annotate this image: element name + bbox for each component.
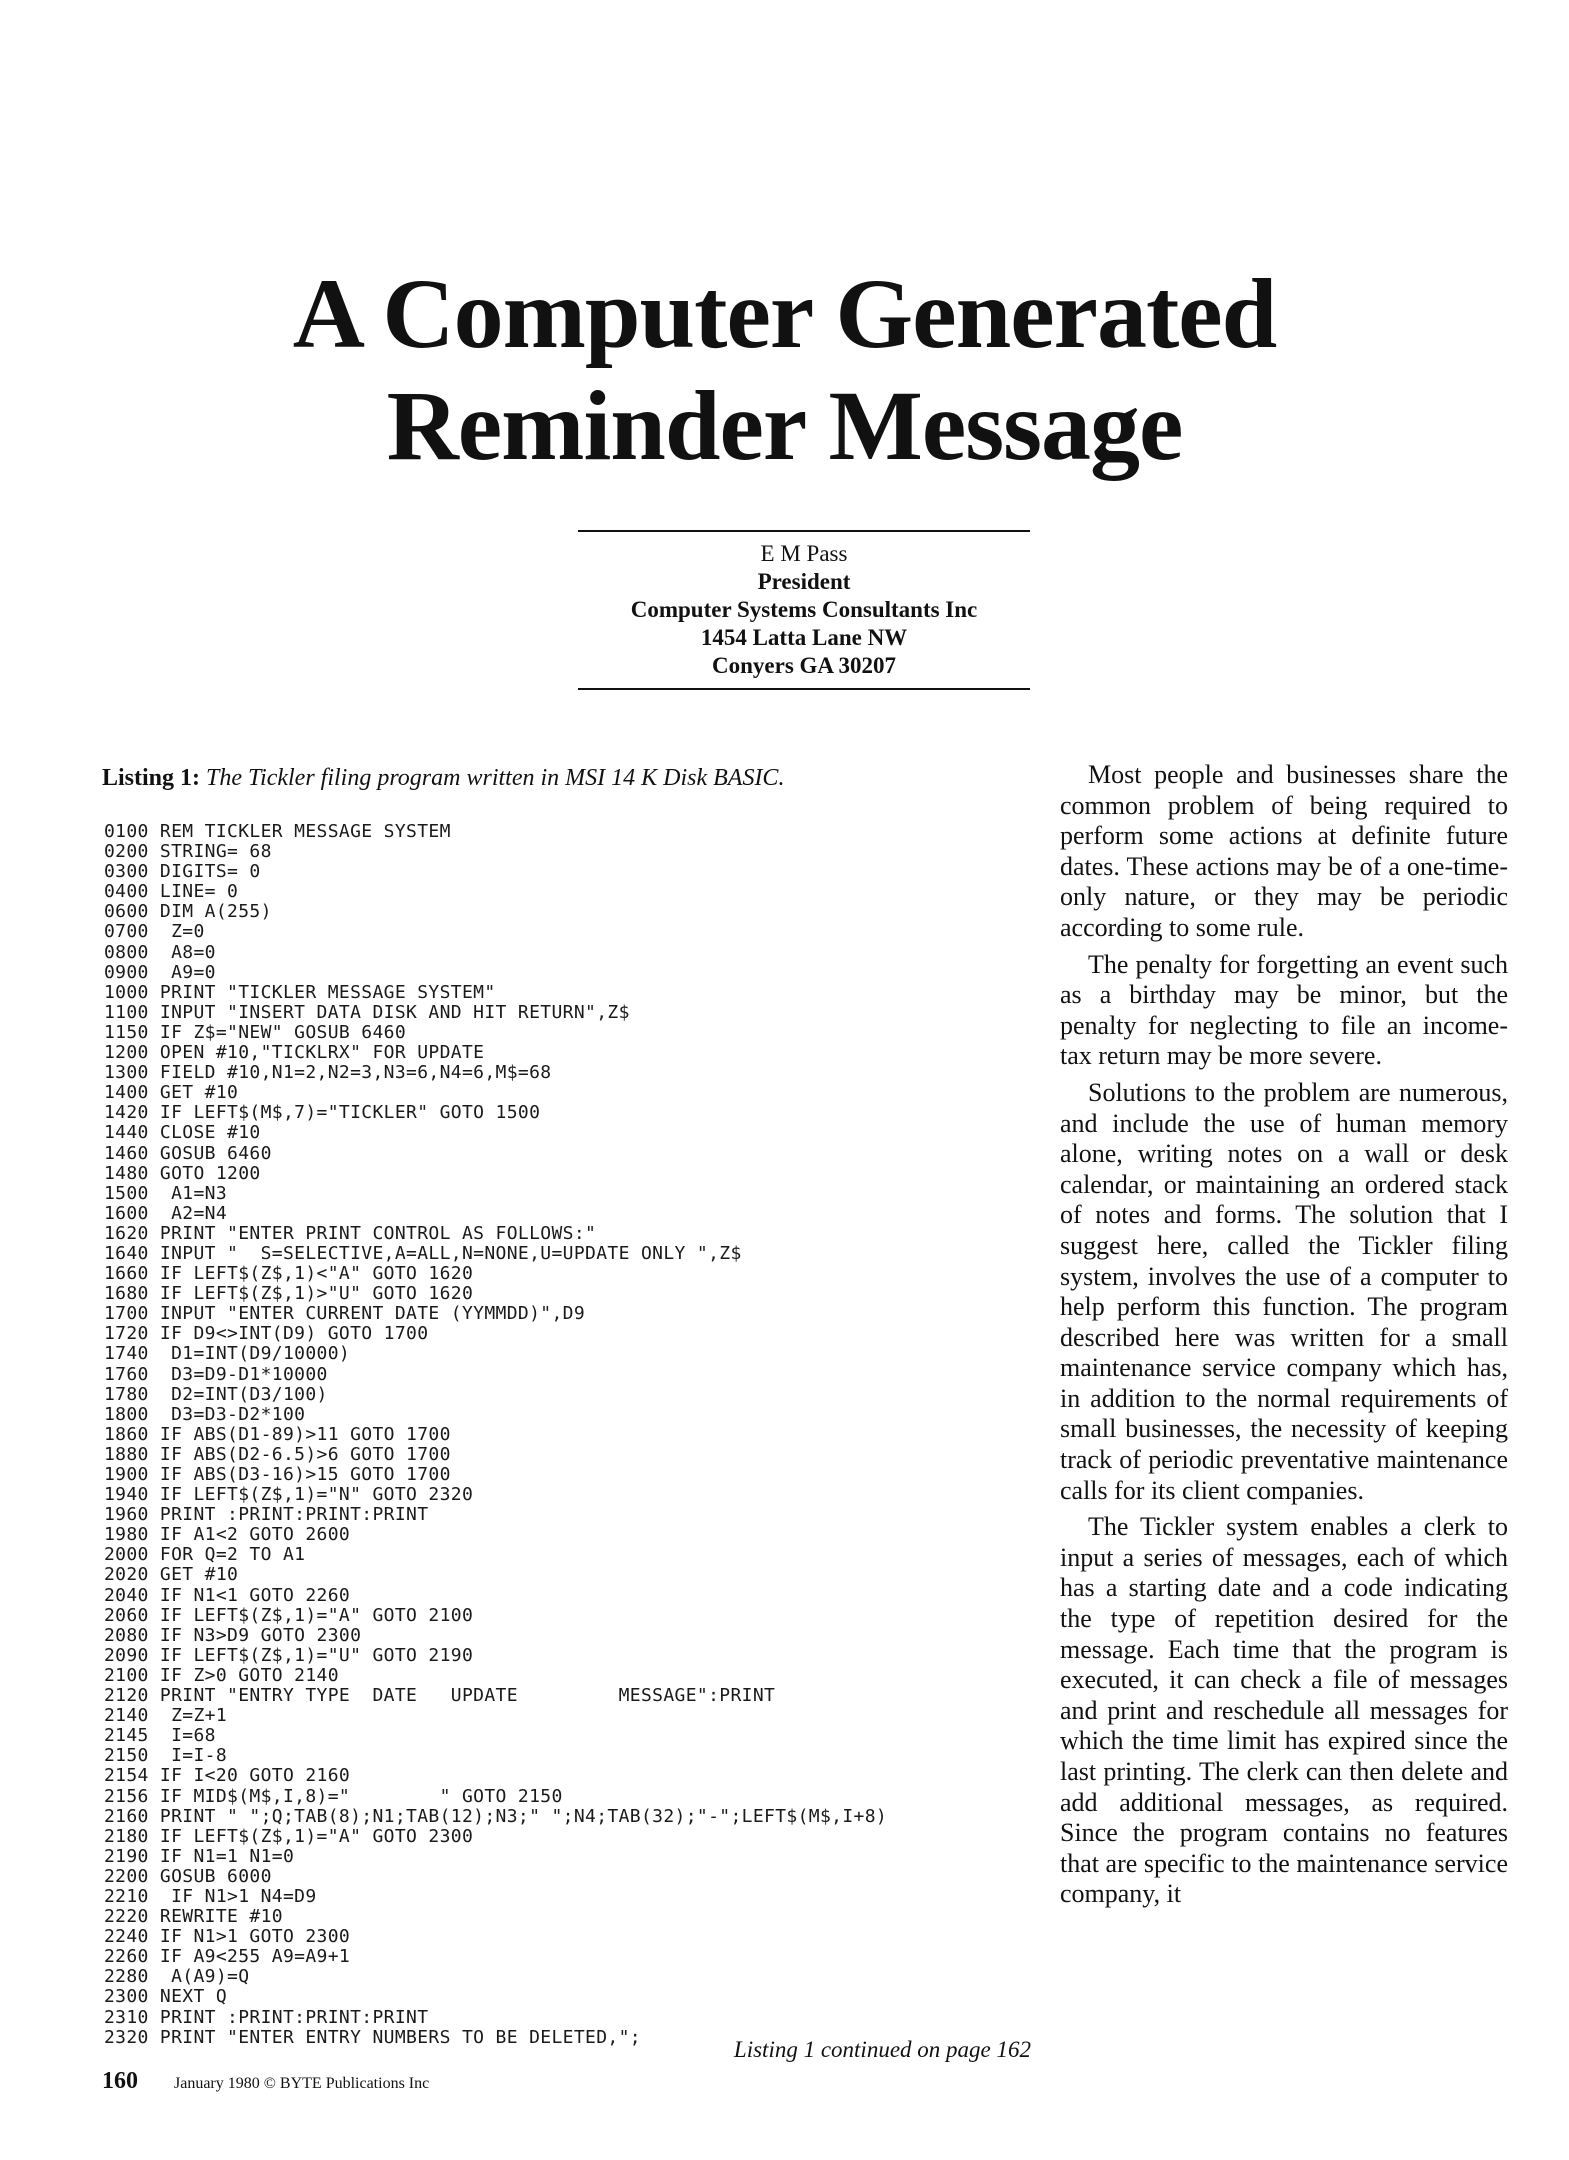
code-line: 2300 NEXT Q [104,1986,228,2008]
code-line: 2310 PRINT :PRINT:PRINT:PRINT [104,2006,429,2028]
code-line: 2320 PRINT "ENTER ENTRY NUMBERS TO BE DELETED,"; [104,2026,641,2048]
author-top-rule [578,530,1030,532]
article-title [0,258,1569,482]
author-city: Conyers GA 30207 [712,653,896,678]
code-line: 2280 A(A9)=Q [104,1966,250,1988]
code-line: 1620 PRINT "ENTER PRINT CONTROL AS FOLLOWS:" [104,1222,597,1244]
code-line: 2020 GET #10 [104,1564,239,1586]
title-line-2: Reminder Message [386,370,1183,481]
listing-label: Listing 1: [102,765,201,791]
listing-description: The Tickler filing program written in MSI 14 K Disk BASIC. [206,765,785,791]
code-line: 1760 D3=D9-D1*10000 [104,1363,328,1385]
code-line: 1860 IF ABS(D1-89)>11 GOTO 1700 [104,1423,451,1445]
code-line: 1400 GET #10 [104,1082,239,1104]
code-line: 2190 IF N1=1 N1=0 [104,1845,295,1867]
code-line: 2150 I=I-8 [104,1745,228,1767]
code-line: 1150 IF Z$="NEW" GOSUB 6460 [104,1021,407,1043]
code-line: 0100 REM TICKLER MESSAGE SYSTEM [104,821,451,842]
code-line: 2140 Z=Z+1 [104,1705,228,1727]
author-name: E M Pass [760,541,848,566]
code-line: 1960 PRINT :PRINT:PRINT:PRINT [104,1504,429,1526]
code-line: 1660 IF LEFT$(Z$,1)<"A" GOTO 1620 [104,1263,474,1285]
code-line: 2220 REWRITE #10 [104,1906,283,1928]
code-line: 1600 A2=N4 [104,1202,228,1224]
title-line-1: A Computer Generated [292,258,1277,369]
code-line: 2160 PRINT " ";Q;TAB(8);N1;TAB(12);N3;" ";N4;TAB(32);"-";LEFT$(M$,I+8) [104,1805,888,1827]
code-line: 2000 FOR Q=2 TO A1 [104,1544,306,1566]
code-line: 2145 I=68 [104,1725,216,1747]
body-paragraph: The Tickler system enables a clerk to input a series of messages, each of which has a starting date and a code indicating the type of repetition desired for the message. Each time that the program is executed, it can check a file of messages and print and reschedule all messages for which the time limit has expired since the last printing. The clerk can then delete and add additional messages, as required. Since the program contains no features that are specific to the maintenance service company, it [1060,1512,1508,1909]
code-line: 1680 IF LEFT$(Z$,1)>"U" GOTO 1620 [104,1283,474,1305]
code-line: 1300 FIELD #10,N1=2,N2=3,N3=6,N4=6,M$=68 [104,1062,552,1084]
author-street: 1454 Latta Lane NW [700,625,908,650]
code-line: 1720 IF D9<>INT(D9) GOTO 1700 [104,1323,429,1345]
code-line: 1780 D2=INT(D3/100) [104,1383,328,1405]
code-line: 0900 A9=0 [104,961,216,983]
code-line: 2260 IF A9<255 A9=A9+1 [104,1946,351,1968]
code-line: 1440 CLOSE #10 [104,1122,261,1144]
code-line: 1460 GOSUB 6460 [104,1142,272,1164]
code-line: 2240 IF N1>1 GOTO 2300 [104,1926,351,1948]
code-line: 2060 IF LEFT$(Z$,1)="A" GOTO 2100 [104,1604,474,1626]
body-paragraph: The penalty for forgetting an event such as a birthday may be minor, but the penalty for neglecting to file an income-tax return may be more severe. [1060,949,1508,1071]
page-footer [102,2068,429,2095]
author-company: Computer Systems Consultants Inc [630,597,978,622]
code-line: 0600 DIM A(255) [104,901,272,923]
code-line: 1740 D1=INT(D9/10000) [104,1343,351,1365]
publication-line: January 1980 © BYTE Publications Inc [174,2075,430,2092]
author-bottom-rule [578,688,1030,690]
code-line: 2154 IF I<20 GOTO 2160 [104,1765,351,1787]
code-line: 1480 GOTO 1200 [104,1162,261,1184]
code-line: 1000 PRINT "TICKLER MESSAGE SYSTEM" [104,981,496,1003]
listing-continued-note: Listing 1 continued on page 162 [733,2037,1031,2062]
code-line: 2090 IF LEFT$(Z$,1)="U" GOTO 2190 [104,1644,474,1666]
code-line: 1940 IF LEFT$(Z$,1)="N" GOTO 2320 [104,1484,474,1506]
code-line: 2040 IF N1<1 GOTO 2260 [104,1584,351,1606]
code-line: 1980 IF A1<2 GOTO 2600 [104,1524,351,1546]
author-position: President [757,569,851,594]
code-line: 1100 INPUT "INSERT DATA DISK AND HIT RETURN",Z$ [104,1001,630,1023]
code-line: 0700 Z=0 [104,921,205,943]
code-line: 0200 STRING= 68 [104,841,272,863]
code-line: 1700 INPUT "ENTER CURRENT DATE (YYMMDD)",D9 [104,1303,586,1325]
code-line: 0400 LINE= 0 [104,881,239,903]
code-line: 1200 OPEN #10,"TICKLRX" FOR UPDATE [104,1042,485,1064]
body-paragraph: Most people and businesses share the common problem of being required to perform some actions at definite future dates. These actions may be of a one-time-only nature, or they may be periodic according to some rule. [1060,760,1508,942]
body-paragraph: Solutions to the problem are numerous, and include the use of human memory alone, writing notes on a wall or desk calendar, or maintaining an ordered stack of notes and forms. The solution that I suggest here, called the Tickler filing system, involves the use of a computer to help perform this function. The program described here was written for a small maintenance service company which has, in addition to the normal requirements of small businesses, the necessity of keeping track of periodic preventative maintenance calls for its client companies. [1060,1077,1508,1505]
code-line: 0800 A8=0 [104,941,216,963]
code-line: 1880 IF ABS(D2-6.5)>6 GOTO 1700 [104,1443,451,1465]
code-line: 2156 IF MID$(M$,I,8)=" " GOTO 2150 [104,1785,563,1807]
code-line: 1420 IF LEFT$(M$,7)="TICKLER" GOTO 1500 [104,1102,541,1124]
code-line: 2180 IF LEFT$(Z$,1)="A" GOTO 2300 [104,1825,474,1847]
page-number: 160 [102,2068,138,2094]
code-line: 2080 IF N3>D9 GOTO 2300 [104,1624,362,1646]
listing-caption [102,764,784,792]
code-line: 1800 D3=D3-D2*100 [104,1403,306,1425]
code-line: 2200 GOSUB 6000 [104,1865,272,1887]
code-listing [104,821,1044,2048]
code-line: 2100 IF Z>0 GOTO 2140 [104,1664,339,1686]
code-line: 2210 IF N1>1 N4=D9 [104,1885,317,1907]
author-block [578,540,1030,680]
code-line: 1500 A1=N3 [104,1182,228,1204]
code-line: 1900 IF ABS(D3-16)>15 GOTO 1700 [104,1464,451,1485]
code-line: 1640 INPUT " S=SELECTIVE,A=ALL,N=NONE,U=UPDATE ONLY ",Z$ [104,1242,742,1264]
code-line: 2120 PRINT "ENTRY TYPE DATE UPDATE MESSAGE":PRINT [104,1685,776,1707]
code-line: 0300 DIGITS= 0 [104,861,261,883]
article-body [1060,760,1508,2056]
